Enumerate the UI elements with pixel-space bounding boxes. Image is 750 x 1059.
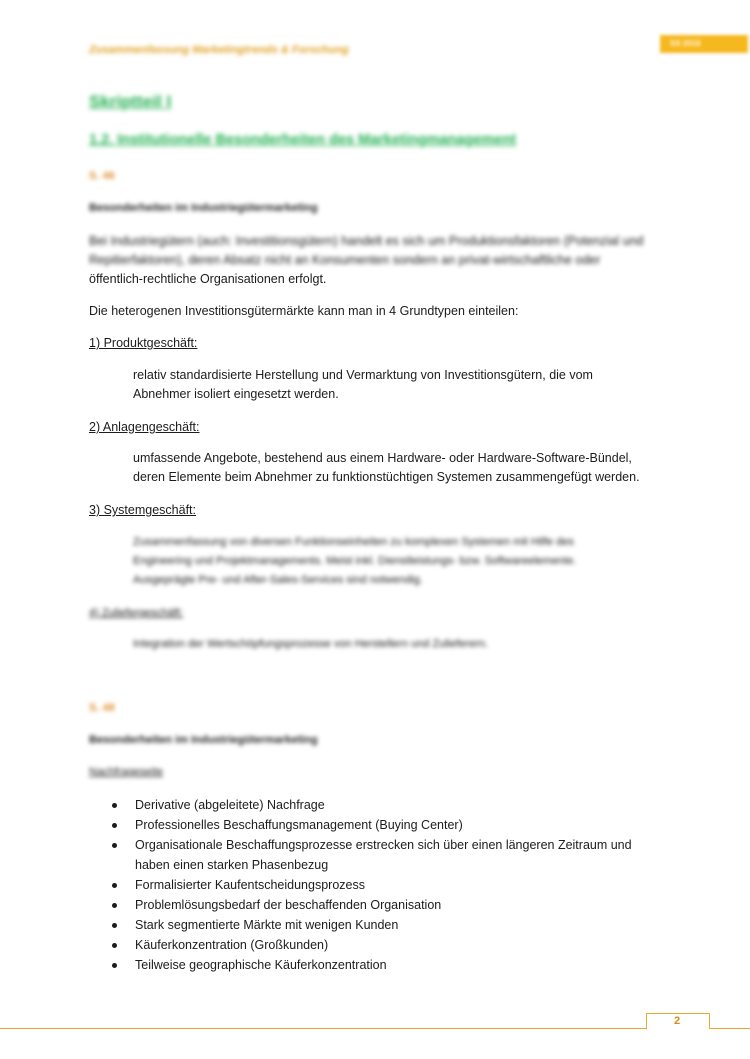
list-item: Organisationale Beschaffungsprozesse erstrecken sich über einen längeren Zeitraum und — [112, 835, 632, 855]
type-label: 4) Zuliefergeschäft: — [89, 607, 184, 619]
page-reference: S. 46 — [89, 170, 115, 182]
type-description: Engineering und Projektmanagements. Meist inkl. Dienstleistungs- bzw. Softwareelemente. — [133, 555, 577, 567]
type-description: Integration der Wertschöpfungsprozesse von Herstellern und Zulieferern. — [133, 638, 489, 650]
type-label: 2) Anlagengeschäft: — [89, 420, 200, 434]
list-item-continuation: haben einen starken Phasenbezug — [135, 858, 329, 872]
page-number: 2 — [673, 1015, 681, 1027]
footer-rule — [0, 1028, 750, 1029]
type-description: relativ standardisierte Herstellung und Vermarktung von Investitionsgütern, die vom — [133, 368, 593, 382]
type-description: Ausgeprägte Pre- und After-Sales-Services sind notwendig. — [133, 574, 423, 586]
list-item: Problemlösungsbedarf der beschaffenden Organisation — [112, 895, 632, 915]
type-description: Zusammenfassung von diversen Funktionseinheiten zu komplexen Systemen mit Hilfe des — [133, 536, 574, 548]
list-item: Teilweise geographische Käuferkonzentration — [112, 955, 632, 975]
section-title: Skriptteil I — [89, 92, 172, 111]
type-label: 3) Systemgeschäft: — [89, 503, 196, 517]
list-item: Käuferkonzentration (Großkunden) — [112, 935, 632, 955]
list-item: Derivative (abgeleitete) Nachfrage — [112, 795, 632, 815]
type-description: deren Elemente beim Abnehmer zu funktionstüchtigen Systemen zusammengefügt werden. — [133, 470, 640, 484]
list-item: Professionelles Beschaffungsmanagement (Buying Center) — [112, 815, 632, 835]
list-item: Stark segmentierte Märkte mit wenigen Kunden — [112, 915, 632, 935]
type-description: umfassende Angebote, bestehend aus einem Hardware- oder Hardware-Software-Bündel, — [133, 451, 632, 465]
intro-line: öffentlich-rechtliche Organisationen erfolgt. — [89, 272, 327, 286]
page-reference: S. 48 — [89, 702, 115, 714]
type-label: 1) Produktgeschäft: — [89, 336, 198, 350]
running-header-title: Zusammenfassung Marketingtrends & Forschung — [89, 44, 349, 56]
block-heading: Besonderheiten im Industriegütermarketing — [89, 734, 318, 746]
bullet-list — [112, 795, 632, 975]
type-description: Abnehmer isoliert eingesetzt werden. — [133, 387, 339, 401]
section-subtitle: 1.2. Institutionelle Besonderheiten des Marketingmanagement — [89, 132, 517, 148]
list-item: Formalisierter Kaufentscheidungsprozess — [112, 875, 632, 895]
header-badge: SS 2016 — [660, 35, 748, 53]
intro-line: Bei Industriegütern (auch: Investitionsgütern) handelt es sich um Produktionsfaktoren (Potenzial und — [89, 234, 644, 248]
block-heading: Besonderheiten im Industriegütermarketing — [89, 202, 318, 214]
intro-line: Repitierfaktoren), deren Absatz nicht an Konsumenten sondern an privat-wirtschaftliche oder — [89, 253, 601, 267]
paragraph: Die heterogenen Investitionsgütermärkte kann man in 4 Grundtypen einteilen: — [89, 304, 519, 318]
block-subheading: Nachfrageseite — [89, 766, 163, 778]
